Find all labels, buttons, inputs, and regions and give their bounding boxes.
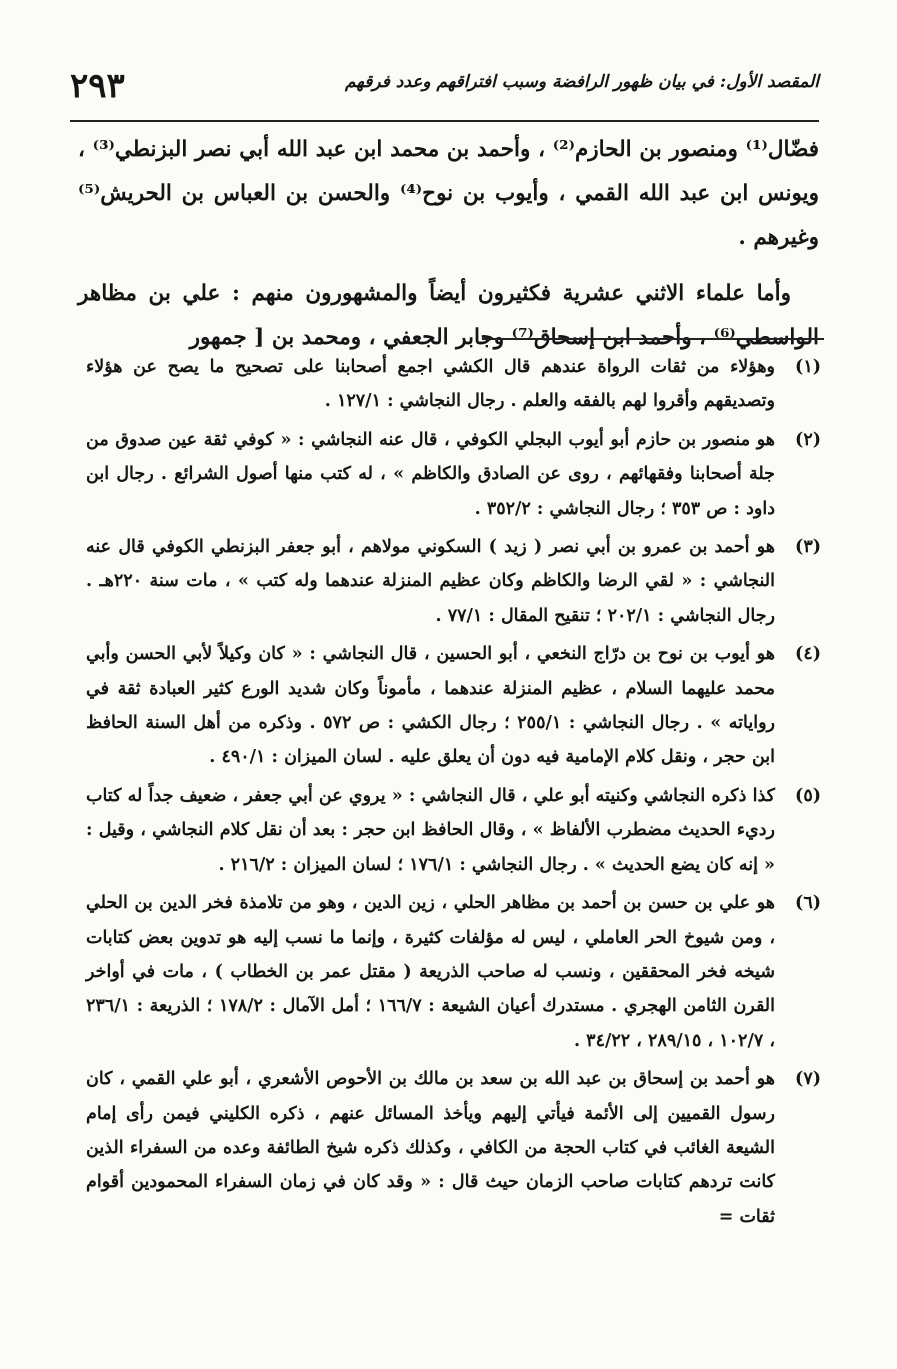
footnote-text: كذا ذكره النجاشي وكنيته أبو علي ، قال النجاشي : « يروي عن أبي جعفر ، ضعيف جداً له كتاب رديء الحديث مضطرب الألفاظ » ، وقال الحافظ ابن حجر : بعد أن نقل كلام النجاشي ، وقيل : « إنه كان يضع الحديث » . رجال النجاشي : ١٧٦/١ ؛ لسان الميزان : ٢١٦/٢ . (86, 785, 775, 875)
footnote-text: هو أحمد بن إسحاق بن عبد الله بن سعد بن مالك بن الأحوص الأشعري ، أبو علي القمي ، كان رسول القميين إلى الأئمة فيأتي إليهم ويأخذ المسائل عنهم ، ذكره الكليني فيمن رأى إمام الشيعة الغائب في كتاب الحجة من الكافي ، وكذلك ذكره شيخ الطائفة وعده من السفراء الذين كانت تردهم كتابات صاحب الزمان حيث قال : « وقد كان في زمان السفراء المحمودين أقوام ثقات = (86, 1069, 775, 1227)
footnote-text: هو علي بن حسن بن أحمد بن مظاهر الحلي ، زين الدين ، وهو من تلامذة فخر الدين بن الحلي ، ومن شيوخ الحر العاملي ، ليس له مؤلفات كثيرة ، وإنما ما نسب إليه هو تدوين بعض كتابات شيخه فخر المحققين ، ونسب له صاحب الذريعة ( مقتل عمر بن الخطاب ) ، مات في أواخر القرن الثامن الهجري . مستدرك أعيان الشيعة : ١٦٦/٧ ؛ أمل الآمال : ١٧٨/٢ ؛ الذريعة : ٢٣٦/١ ، ١٠٢/٧ ، ٢٨٩/١٥ ، ٣٤/٢٢ . (86, 893, 775, 1051)
page-number: ٢٩٣ (70, 66, 125, 106)
footnote-text: هو أحمد بن عمرو بن أبي نصر ( زيد ) السكوني مولاهم ، أبو جعفر البزنطي الكوفي قال عنه النجاشي : « لقي الرضا والكاظم وكان عظيم المنزلة عندهما وله كتب » ، مات سنة ٢٢٠هـ . رجال النجاشي : ٢٠٢/١ ؛ تنقيح المقال : ٧٧/١ . (86, 537, 775, 626)
footnote (86, 350, 821, 419)
footnote-text: وهؤلاء من ثقات الرواة عندهم قال الكشي اجمع أصحابنا على تصحيح ما يصح عن هؤلاء وتصديقهم وأقروا لهم بالفقه والعلم . رجال النجاشي : ١٢٧/١ . (86, 357, 775, 412)
footnote-text: هو منصور بن حازم أبو أيوب البجلي الكوفي ، قال عنه النجاشي : « كوفي ثقة عين صدوق من جلة أصحابنا وفقهائهم ، روى عن الصادق والكاظم » ، له كتب منها أصول الشرائع . رجال ابن داود : ص ٣٥٣ ؛ رجال النجاشي : ٣٥٢/٢ . (86, 429, 775, 519)
footnote-text: هو أيوب بن نوح بن درّاج النخعي ، أبو الحسين ، قال النجاشي : « كان وكيلاً لأبي الحسن وأبي محمد عليهما السلام ، عظيم المنزلة عندهما ، مأموناً وكان شديد الورع كثير العبادة ثقة في رواياته » . رجال النجاشي : ٢٥٥/١ ؛ رجال الكشي : ص ٥٧٢ . وذكره من أهل السنة الحافظ ابن حجر ، ونقل كلام الإمامية فيه دون أن يعلق عليه . لسان الميزان : ٤٩٠/١ . (86, 644, 775, 768)
footnote-number: (١) (795, 357, 821, 377)
body-paragraph: وأما علماء الاثني عشرية فكثيرون أيضاً والمشهورون منهم : علي بن مظاهر الواسطي⁽⁶⁾ ، وأحمد ابن إسحاق⁽⁷⁾ وجابر الجعفي ، ومحمد بن [ جمهور (78, 281, 819, 350)
footnote-separator (482, 338, 824, 340)
page-header (70, 62, 819, 126)
footnote (86, 423, 821, 526)
footnote-number: (٦) (795, 893, 821, 914)
footnote-number: (٣) (795, 537, 821, 558)
footnote-number: (٢) (795, 429, 821, 450)
footnote (86, 1062, 821, 1234)
main-text (78, 128, 819, 360)
footnote (86, 637, 821, 775)
running-title: المقصد الأول: في بيان ظهور الرافضة وسبب افتراقهم وعدد فرقهم (345, 72, 819, 92)
footnote-number: (٧) (795, 1069, 821, 1090)
footnote (86, 886, 821, 1058)
footnotes (86, 350, 821, 1238)
footnote-number: (٥) (795, 785, 821, 806)
body-paragraph: فضّال⁽¹⁾ ومنصور بن الحازم⁽²⁾ ، وأحمد بن محمد ابن عبد الله أبي نصر البزنطي⁽³⁾ ، ويونس ابن عبد الله القمي ، وأيوب بن نوح⁽⁴⁾ والحسن بن العباس بن الحريش⁽⁵⁾ وغيرهم . (78, 137, 819, 250)
footnote (86, 530, 821, 633)
header-rule (70, 120, 819, 122)
footnote-number: (٤) (795, 644, 821, 665)
footnote (86, 779, 821, 882)
